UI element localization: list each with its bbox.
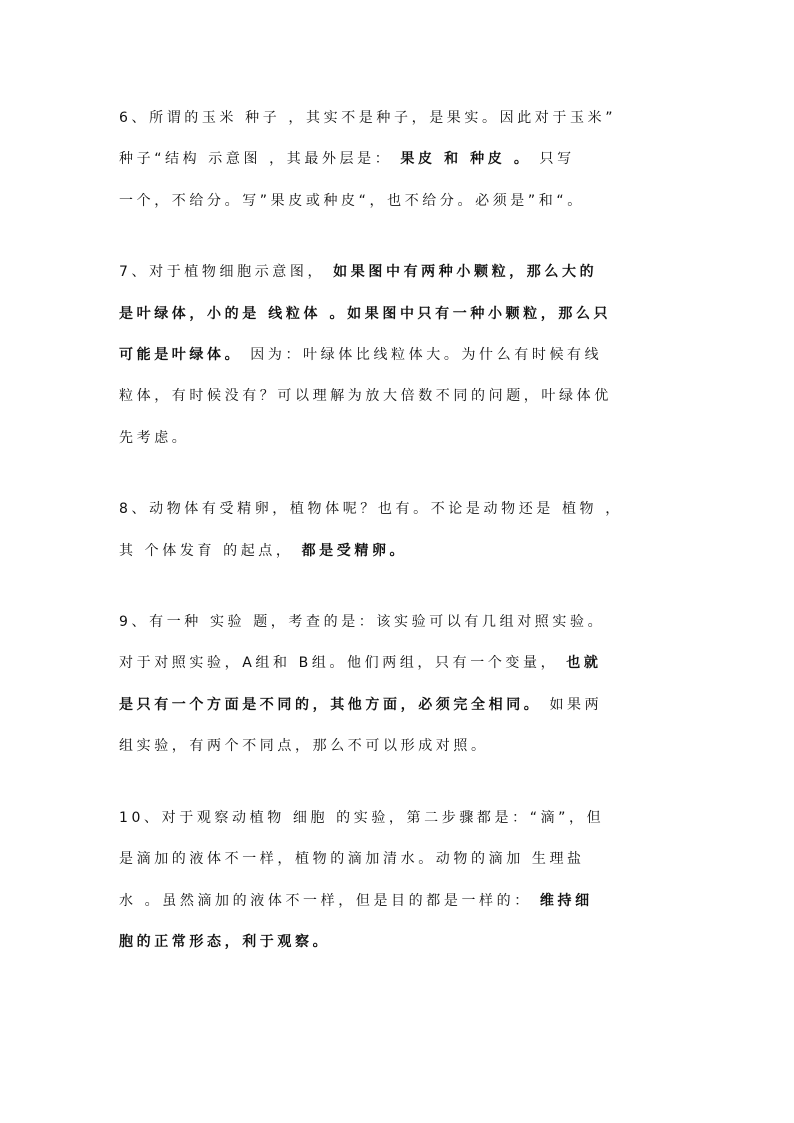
text-segment: 组实验，有两个不同点，那么不可以形成对照。	[119, 738, 489, 755]
text-segment: 先考虑。	[119, 429, 190, 446]
text-line	[119, 335, 699, 376]
text-segment: 10、对于观察动植物 细胞 的实验，第二步骤都是：“滴”，但	[119, 809, 605, 826]
text-line	[119, 252, 699, 293]
bold-text-segment: 是只有一个方面是不同的，其他方面，必须完全相同。	[119, 696, 542, 713]
text-line	[119, 798, 699, 839]
text-segment: 只写	[531, 151, 575, 168]
bold-text-segment: 胞的正常形态，利于观察。	[119, 933, 331, 950]
bold-text-segment: 可能是叶绿体。	[119, 347, 243, 364]
text-segment: 9、有一种 实验 题，考查的是：该实验可以有几组对照实验。	[119, 614, 606, 631]
text-segment: 水 。虽然滴加的液体不一样，但是目的都是一样的：	[119, 892, 540, 909]
text-segment: 是滴加的液体不一样，植物的滴加清水。动物的滴加 生理盐	[119, 851, 585, 868]
text-line	[119, 98, 699, 139]
text-line	[119, 489, 699, 530]
paragraph-8	[119, 489, 699, 572]
text-line	[119, 881, 699, 922]
text-line	[119, 139, 699, 180]
text-segment: 如果两	[541, 696, 603, 713]
bold-text-segment: 维持细	[539, 892, 593, 909]
text-segment: 粒体，有时候没有？可以理解为放大倍数不同的问题，叶绿体优	[119, 388, 612, 405]
text-line	[119, 602, 699, 643]
text-segment: 8、动物体有受精卵，植物体呢？也有。不论是动物还是 植物 ，	[119, 501, 623, 518]
text-segment: 对于对照实验，A组和 B组。他们两组，只有一个变量，	[119, 655, 567, 672]
text-line	[119, 922, 699, 963]
text-segment: 一个，不给分。写”果皮或种皮“，也不给分。必须是”和“。	[119, 192, 585, 209]
text-segment: 种子“结构 示意图 ，其最外层是：	[119, 151, 401, 168]
bold-text-segment: 也就	[566, 655, 602, 672]
text-segment: 6、所谓的玉米 种子 ，其实不是种子，是果实。因此对于玉米”	[119, 110, 617, 126]
bold-text-segment: 是叶绿体，小的是 线粒体 。如果图中只有一种小颗粒，那么只	[119, 305, 612, 322]
text-line	[119, 531, 699, 572]
document-body	[119, 98, 699, 963]
text-segment: 其 个体发育 的起点，	[119, 542, 302, 559]
text-line	[119, 181, 699, 222]
bold-text-segment: 都是受精卵。	[301, 542, 408, 559]
text-line	[119, 726, 699, 767]
text-line	[119, 685, 699, 726]
text-line	[119, 376, 699, 417]
paragraph-7	[119, 252, 699, 459]
text-segment: 因为：叶绿体比线粒体大。为什么有时候有线	[242, 347, 603, 364]
bold-text-segment: 如果图中有两种小颗粒，那么大的	[333, 264, 598, 281]
text-line	[119, 839, 699, 880]
text-line	[119, 418, 699, 459]
text-line	[119, 294, 699, 335]
paragraph-9	[119, 602, 699, 768]
text-segment: 7、对于植物细胞示意图，	[119, 264, 334, 281]
paragraph-6	[119, 98, 699, 222]
bold-text-segment: 果皮 和 种皮 。	[400, 151, 532, 168]
text-line	[119, 643, 699, 684]
paragraph-10	[119, 798, 699, 964]
